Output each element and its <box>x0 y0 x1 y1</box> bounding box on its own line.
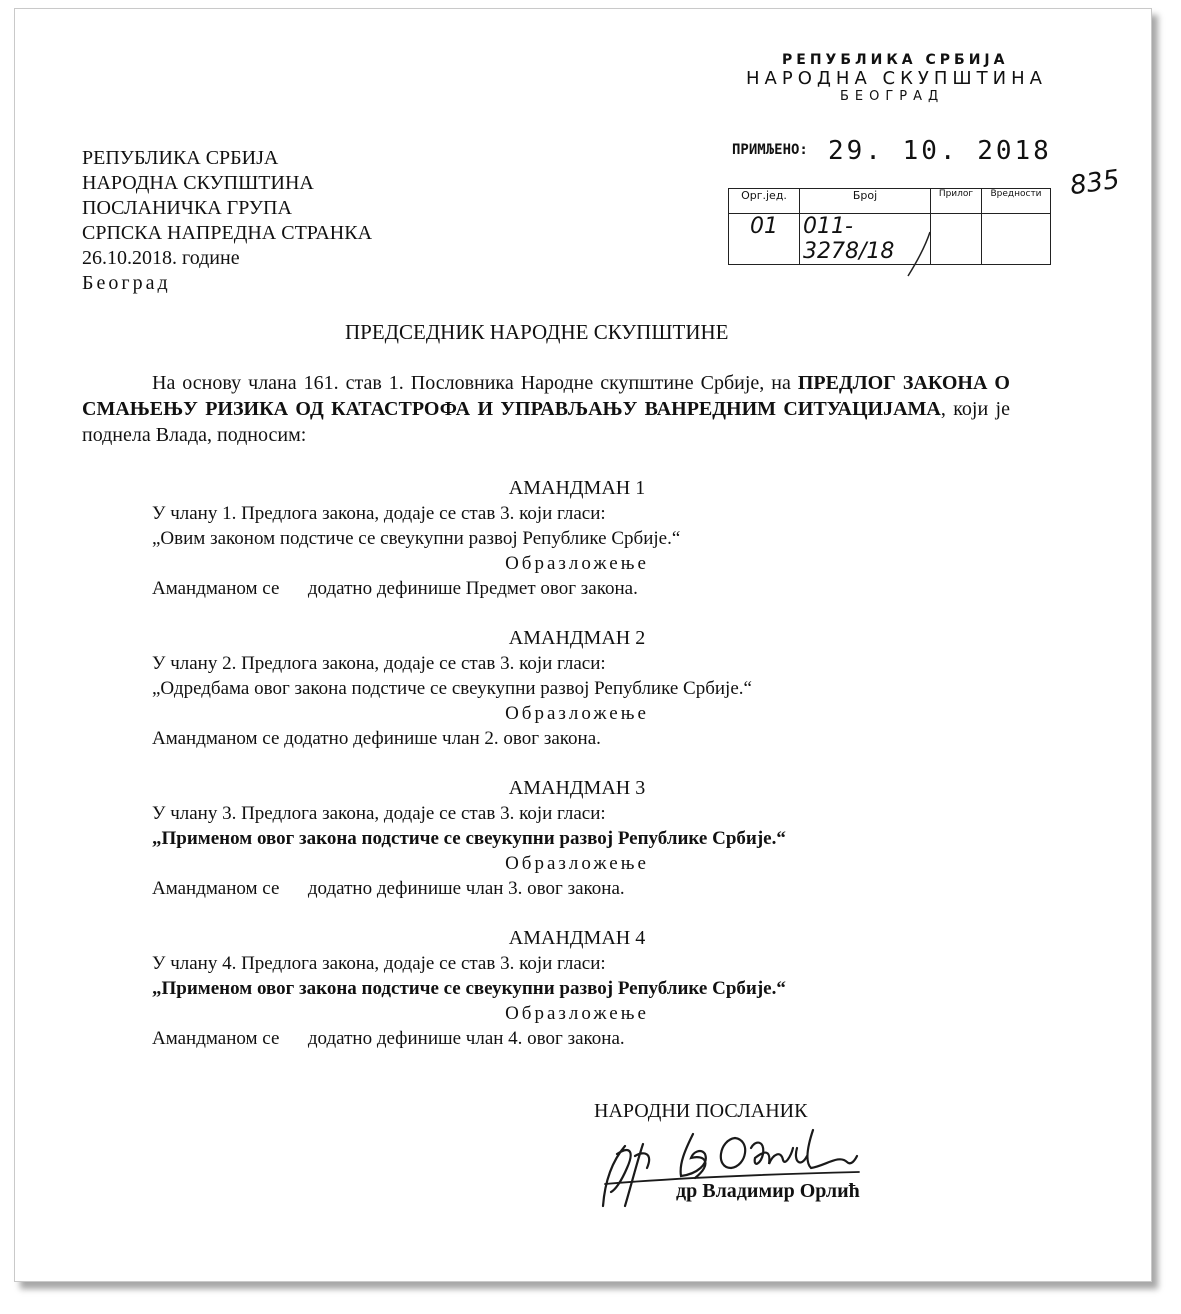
amendment-article-line: У члану 4. Предлога закона, додаје се став 3. који гласи: <box>152 953 606 974</box>
signature-name: др Владимир Орлић <box>676 1180 860 1202</box>
value-number: 011-3278/18 <box>800 214 931 265</box>
stamp-line-1: РЕПУБЛИКА СРБИЈА <box>782 52 1009 68</box>
header-values: Вредности <box>982 189 1051 214</box>
amendment-heading: АМАНДМАН 4 <box>508 927 646 949</box>
intro-paragraph <box>82 370 1010 448</box>
amendment-quote: „Одредбама овог закона подстиче се свеукупни развој Републике Србије.“ <box>152 678 752 699</box>
sender-line-3: ПОСЛАНИЧКА ГРУПА <box>82 197 292 219</box>
amendment-4 <box>152 926 1012 1051</box>
intro-before: На основу члана 161. став 1. Пословника Народне скупштине Србије, на <box>152 372 798 394</box>
reception-stamp <box>740 52 1070 104</box>
amendment-1 <box>152 476 1012 601</box>
sender-date: 26.10.2018. године <box>82 247 240 269</box>
reasoning-text: Амандманом се додатно дефинише члан 4. овог закона. <box>152 1028 625 1049</box>
recipient: ПРЕДСЕДНИК НАРОДНЕ СКУПШТИНЕ <box>345 320 729 344</box>
value-org-unit: 01 <box>729 214 800 265</box>
stamp-pen-stroke <box>900 230 940 280</box>
reasoning-text: Амандманом се додатно дефинише Предмет овог закона. <box>152 578 638 599</box>
registry-table <box>728 188 1051 265</box>
reasoning-heading: Образложење <box>505 703 649 724</box>
stamp-line-2: НАРОДНА СКУПШТИНА <box>746 68 1047 89</box>
intro-after: , који је поднела Влада, подносим: <box>82 398 1010 446</box>
signature-title: НАРОДНИ ПОСЛАНИК <box>594 1100 808 1122</box>
sender-block <box>82 146 372 296</box>
amendment-article-line: У члану 3. Предлога закона, додаје се став 3. који гласи: <box>152 803 606 824</box>
reasoning-text: Амандманом се додатно дефинише члан 3. овог закона. <box>152 878 625 899</box>
registry-table-wrap <box>728 188 1051 265</box>
sender-line-1: РЕПУБЛИКА СРБИЈА <box>82 147 279 169</box>
received-label: ПРИМЉЕНО: <box>732 142 808 158</box>
stamp-line-3: БЕОГРАД <box>840 89 945 104</box>
sender-line-2: НАРОДНА СКУПШТИНА <box>82 172 314 194</box>
header-number: Број <box>800 189 931 214</box>
amendment-quote: „Применом овог закона подстиче се свеукупни развој Републике Србије.“ <box>152 828 786 849</box>
header-org-unit: Орг.јед. <box>729 189 800 214</box>
received-date: 29. 10. 2018 <box>828 136 1052 166</box>
amendment-quote: „Применом овог закона подстиче се свеукупни развој Републике Србије.“ <box>152 978 786 999</box>
amendment-article-line: У члану 1. Предлога закона, додаје се став 3. који гласи: <box>152 503 606 524</box>
amendment-3 <box>152 776 1012 901</box>
amendment-quote: „Овим законом подстиче се свеукупни развој Републике Србије.“ <box>152 528 681 549</box>
intro-bold: ПРЕДЛОГ ЗАКОНА О СМАЊЕЊУ РИЗИКА ОД КАТАСТРОФА И УПРАВЉАЊУ ВАНРЕДНИМ СИТУАЦИЈАМА <box>82 372 1010 420</box>
amendment-2 <box>152 626 1012 751</box>
sender-city: Београд <box>82 272 171 294</box>
reasoning-text: Амандманом се додатно дефинише члан 2. овог закона. <box>152 728 601 749</box>
amendment-heading: АМАНДМАН 2 <box>508 627 646 649</box>
amendment-article-line: У члану 2. Предлога закона, додаје се став 3. који гласи: <box>152 653 606 674</box>
reasoning-heading: Образложење <box>505 553 649 574</box>
reasoning-heading: Образложење <box>505 853 649 874</box>
amendment-heading: АМАНДМАН 1 <box>508 477 646 499</box>
value-values <box>982 214 1051 265</box>
amendment-heading: АМАНДМАН 3 <box>508 777 646 799</box>
reasoning-heading: Образложење <box>505 1003 649 1024</box>
header-attachment: Прилог <box>931 189 982 214</box>
handwritten-number: 835 <box>1068 164 1122 202</box>
sender-line-4: СРПСКА НАПРЕДНА СТРАНКА <box>82 222 373 244</box>
